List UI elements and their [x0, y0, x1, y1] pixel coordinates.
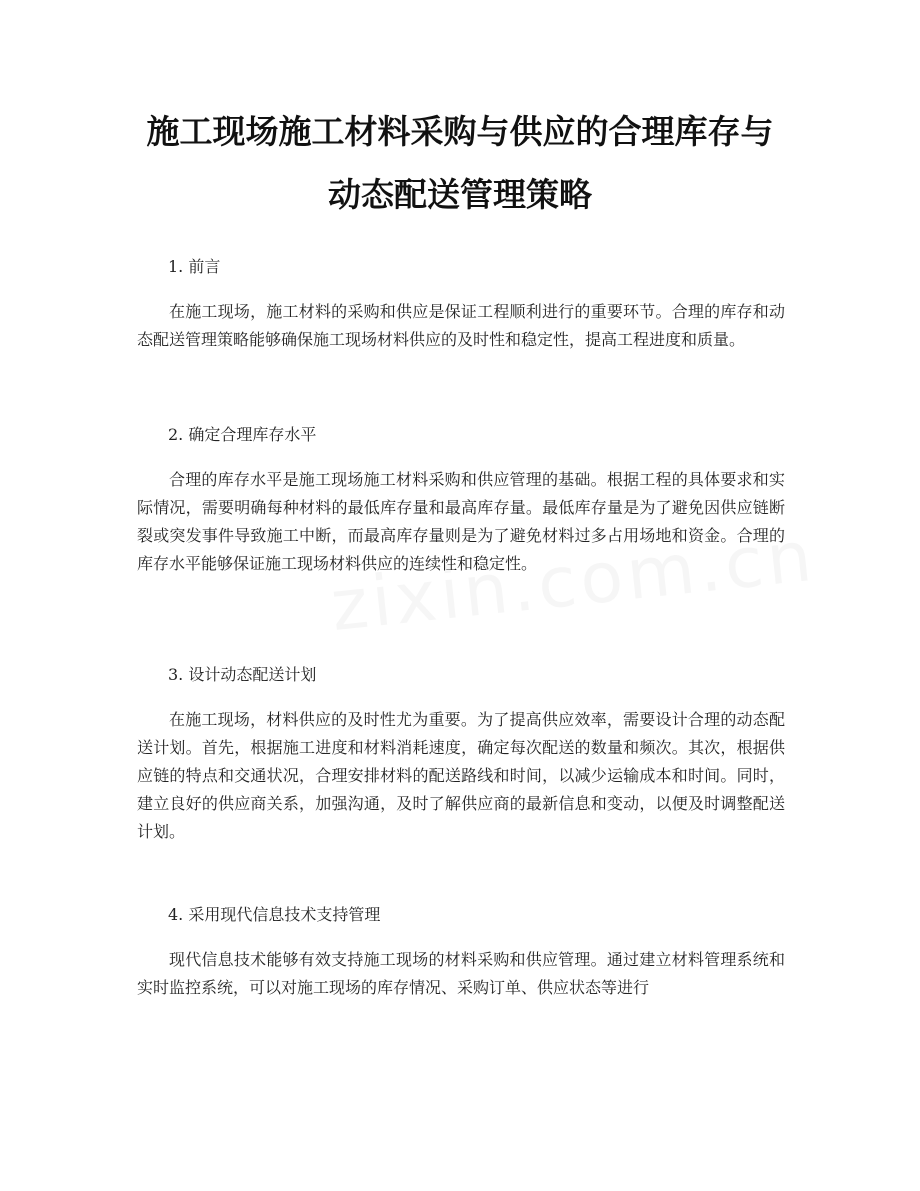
section-heading-3: 3. 设计动态配送计划: [168, 665, 317, 684]
section-paragraph-4: 现代信息技术能够有效支持施工现场的材料采购和供应管理。通过建立材料管理系统和实时监控系统，可以对施工现场的库存情况、采购订单、供应状态等进行: [137, 950, 785, 997]
section-heading-4: 4. 采用现代信息技术支持管理: [168, 905, 381, 924]
section-heading-1: 1. 前言: [168, 257, 221, 276]
section-paragraph-3: 在施工现场，材料供应的及时性尤为重要。为了提高供应效率，需要设计合理的动态配送计划。首先，根据施工进度和材料消耗速度，确定每次配送的数量和频次。其次，根据供应链的特点和交通状况，合理安排材料的配送路线和时间，以减少运输成本和时间。同时，建立良好的供应商关系，加强沟通，及时了解供应商的最新信息和变动，以便及时调整配送计划。: [137, 710, 785, 841]
document-title-line-1: 施工现场施工材料采购与供应的合理库存与: [146, 112, 774, 151]
document-title-line-2: 动态配送管理策略: [328, 175, 592, 214]
section-paragraph-2: 合理的库存水平是施工现场施工材料采购和供应管理的基础。根据工程的具体要求和实际情况，需要明确每种材料的最低库存量和最高库存量。最低库存量是为了避免因供应链断裂或突发事件导致施工中断，而最高库存量则是为了避免材料过多占用场地和资金。合理的库存水平能够保证施工现场材料供应的连续性和稳定性。: [137, 470, 785, 573]
section-heading-2: 2. 确定合理库存水平: [168, 425, 317, 444]
section-paragraph-1: 在施工现场，施工材料的采购和供应是保证工程顺利进行的重要环节。合理的库存和动态配送管理策略能够确保施工现场材料供应的及时性和稳定性，提高工程进度和质量。: [137, 302, 785, 349]
